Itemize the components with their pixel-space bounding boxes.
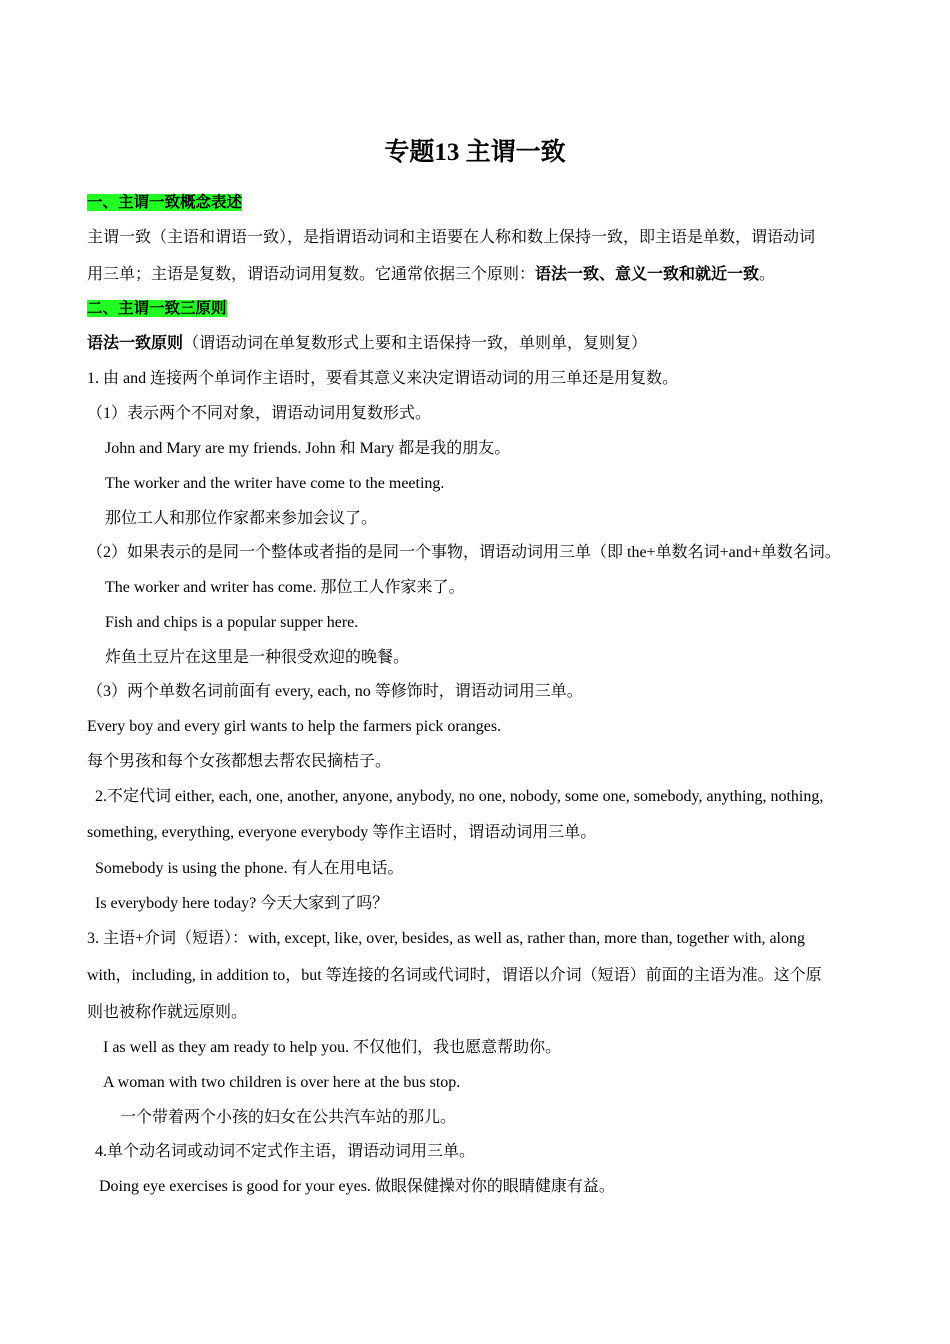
example: Fish and chips is a popular supper here.	[105, 614, 359, 631]
example: Doing eye exercises is good for your eyes. 做眼保健操对你的眼睛健康有益。	[99, 1178, 615, 1195]
example: The worker and the writer have come to the meeting.	[105, 475, 445, 492]
paragraph-line: 用三单；主语是复数，谓语动词用复数。它通常依据三个原则：语法一致、意义一致和就近一致。	[87, 266, 776, 283]
rule-1: 1. 由 and 连接两个单词作主语时，要看其意义来决定谓语动词的用三单还是用复数。	[87, 370, 679, 387]
example-translation: 炸鱼土豆片在这里是一种很受欢迎的晚餐。	[105, 649, 410, 666]
rule-2-cont: something, everything, everyone everybody 等作主语时，谓语动词用三单。	[87, 824, 597, 841]
example: The worker and writer has come. 那位工人作家来了。	[105, 579, 465, 596]
rule-2: 2.不定代词 either, each, one, another, anyone, anybody, no one, nobody, some one, somebody, anything, nothing,	[95, 788, 824, 805]
example-translation: 那位工人和那位作家都来参加会议了。	[105, 510, 378, 527]
section-heading-principles: 二、主谓一致三原则	[87, 300, 227, 317]
example: A woman with two children is over here at the bus stop.	[103, 1074, 461, 1091]
paragraph-line: 主谓一致（主语和谓语一致），是指谓语动词和主语要在人称和数上保持一致，即主语是单数，谓语动词	[87, 229, 816, 246]
page-title: 专题13 主谓一致	[384, 139, 566, 166]
example: I as well as they am ready to help you. 不仅他们，我也愿意帮助你。	[103, 1039, 562, 1056]
rule-3: 3. 主语+介词（短语）：with, except, like, over, besides, as well as, rather than, more than, together with, along	[87, 930, 805, 947]
example-translation: 每个男孩和每个女孩都想去帮农民摘桔子。	[87, 753, 392, 770]
section-heading-concept: 一、主谓一致概念表述	[87, 194, 243, 211]
rule-3-cont: 则也被称作就远原则。	[87, 1004, 248, 1021]
rule-1-2: （2）如果表示的是同一个整体或者指的是同一个事物，谓语动词用三单（即 the+单数名词+and+单数名词。	[87, 544, 841, 561]
example: Somebody is using the phone. 有人在用电话。	[95, 860, 404, 877]
example: Is everybody here today? 今天大家到了吗？	[95, 895, 389, 912]
rule-1-3: （3）两个单数名词前面有 every, each, no 等修饰时，谓语动词用三单。	[87, 683, 583, 700]
rule-1-1: （1）表示两个不同对象，谓语动词用复数形式。	[87, 405, 432, 422]
subheading-grammar-principle: 语法一致原则（谓语动词在单复数形式上要和主语保持一致，单则单，复则复）	[87, 335, 648, 352]
example-translation: 一个带着两个小孩的妇女在公共汽车站的那儿。	[120, 1109, 457, 1126]
example: John and Mary are my friends. John 和 Mary 都是我的朋友。	[105, 440, 511, 457]
example: Every boy and every girl wants to help the farmers pick oranges.	[87, 718, 502, 735]
rule-4: 4.单个动名词或动词不定式作主语，谓语动词用三单。	[95, 1143, 476, 1160]
rule-3-cont: with，including, in addition to，but 等连接的名词或代词时，谓语以介词（短语）前面的主语为准。这个原	[87, 967, 822, 984]
